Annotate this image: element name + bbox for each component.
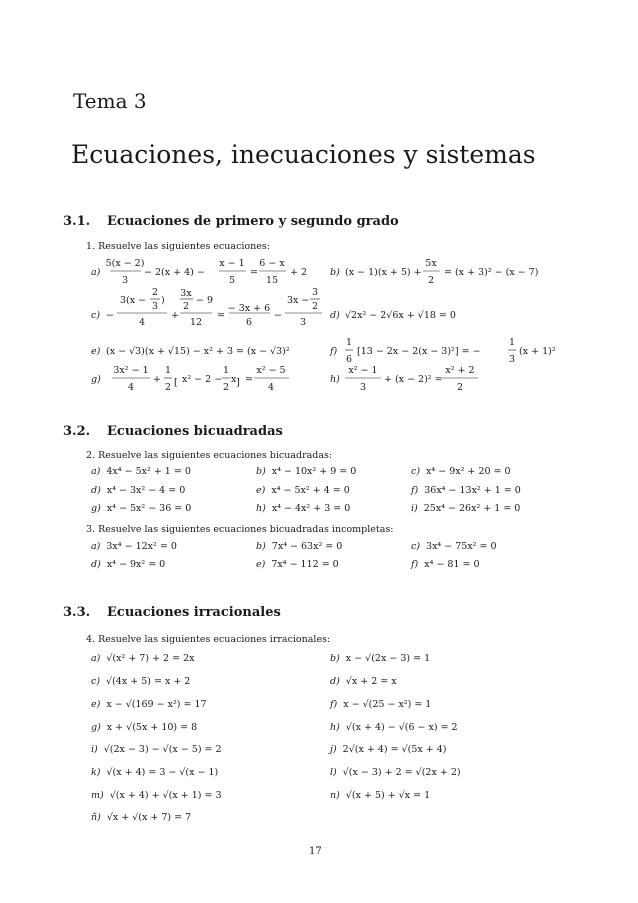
numerator: x² − 1 [348,365,378,376]
section-number: 3.3. [63,605,91,620]
label: a) [91,267,101,278]
expression: x − √(2x − 3) = 1 [345,653,431,664]
equation-2g [91,503,191,514]
denominator: 5 [228,275,236,286]
equation-4e [91,699,207,710]
numerator: x − 1 [219,258,245,269]
equation-4h [330,722,458,733]
label: d) [91,485,101,496]
equation-4d [330,676,397,687]
denominator: 2 [222,382,230,393]
numerator: 6 − x [259,258,285,269]
equals: = [245,374,253,385]
label: g) [91,503,101,514]
label: d) [330,676,340,687]
numerator: 1 [345,337,353,348]
numerator: 1 [222,365,230,376]
label: g) [91,722,101,733]
equation-2e [256,485,350,496]
expression: √2x² − 2√6x + √18 = 0 [345,310,456,321]
minus: − [106,310,114,321]
expression: 25x⁴ − 26x² + 1 = 0 [423,503,521,514]
section-title: Ecuaciones bicuadradas [107,424,283,439]
label: c) [91,310,101,321]
denominator: 2 [456,382,464,393]
expression: 7x⁴ − 112 = 0 [271,559,339,570]
expression: x − √(169 − x²) = 17 [106,699,207,710]
expression: x⁴ − 5x² + 4 = 0 [271,485,350,496]
equation-4i [91,744,222,755]
expression: √(x + 4) + √(x + 1) = 3 [109,790,222,801]
equation-4a [91,653,195,664]
denominator: 15 [265,275,279,286]
equation-2h [256,503,350,514]
section-title: Ecuaciones de primero y segundo grado [107,214,399,229]
label: a) [91,466,101,477]
denominator: 6 [345,354,353,365]
equation-4f [330,699,431,710]
middle: x² − 2 − [182,374,223,385]
numerator: − 3x + 6 [227,303,271,314]
middle: + (x − 2)² = [384,374,443,385]
expression: √x + √(x + 7) = 7 [106,812,192,823]
denominator: 2 [164,382,172,393]
equation-4g [91,722,197,733]
label: b) [330,653,340,664]
prefix: (x − 1)(x + 5) + [345,267,422,278]
label: h) [256,503,266,514]
section-number: 3.1. [63,214,91,229]
tail: (x + 1)² [519,346,556,357]
equation-1g [91,365,289,393]
label: d) [330,310,340,321]
variable: x [231,374,237,385]
label: b) [256,541,266,552]
numerator-part: − 9 [196,295,214,306]
denominator: 4 [127,382,135,393]
page-number: 17 [309,846,322,857]
equation-1b [330,258,538,286]
label: j) [330,744,337,755]
label: f) [330,346,338,357]
exercise-3-intro: 3. Resuelve las siguientes ecuaciones bicuadradas incompletas: [86,524,394,535]
expression: x − √(25 − x²) = 1 [343,699,432,710]
equation-4n [330,790,430,801]
inner-numerator: 3 [311,287,319,298]
plus: + [153,374,161,385]
label: k) [91,767,101,778]
expression: √(4x + 5) = x + 2 [106,676,191,687]
inner-numerator: 3x [180,288,192,299]
label: c) [411,466,421,477]
label: b) [330,267,340,278]
expression: 36x⁴ − 13x² + 1 = 0 [424,485,521,496]
tail: = (x + 3)² − (x − 7) [444,267,539,278]
equation-4b [330,653,430,664]
numerator: 1 [164,365,172,376]
equation-4n-tilde [91,812,191,823]
chapter-label: Tema 3 [73,89,147,113]
expression: 4x⁴ − 5x² + 1 = 0 [106,466,191,477]
label: b) [256,466,266,477]
denominator: 3 [299,317,307,328]
middle-term: − 2(x + 4) − [144,267,205,278]
label: d) [91,559,101,570]
exercise-1-intro: 1. Resuelve las siguientes ecuaciones: [86,241,270,252]
expression: 2√(x + 4) = √(5x + 4) [342,744,447,755]
inner-denominator: 2 [311,301,319,312]
expression: √(2x − 3) − √(x − 5) = 2 [103,744,222,755]
numerator: 3x² − 1 [113,365,149,376]
equals: = [217,310,225,321]
equation-2a [91,466,191,477]
numerator: 1 [508,337,516,348]
denominator: 3 [121,275,129,286]
inner-denominator: 2 [182,301,190,312]
label: h) [330,722,340,733]
denominator: 4 [138,317,146,328]
label: n) [330,790,340,801]
equation-1c [91,287,322,328]
equation-2b [256,466,356,477]
inner-numerator: 2 [151,287,159,298]
right-bracket: ] [236,377,240,388]
expression: √(x + 5) + √x = 1 [345,790,431,801]
exercise-4-intro: 4. Resuelve las siguientes ecuaciones irracionales: [86,634,331,645]
label: c) [411,541,421,552]
label: e) [256,559,266,570]
numerator: x² − 5 [256,365,286,376]
paren: ) [161,295,165,306]
numerator: x² + 2 [445,365,475,376]
expression: 3x⁴ − 12x² = 0 [106,541,177,552]
equation-1e [91,346,290,357]
equation-3e [256,559,339,570]
equation-3c [411,541,497,552]
label: i) [411,503,418,514]
equation-1h [330,365,478,393]
denominator: 3 [508,354,516,365]
inner-denominator: 3 [151,301,159,312]
left-bracket: [ [174,377,178,388]
expression: 3x⁴ − 75x² = 0 [426,541,497,552]
expression: x⁴ − 3x² − 4 = 0 [106,485,186,496]
expression: √(x² + 7) + 2 = 2x [106,653,195,664]
denominator: 2 [427,275,435,286]
exercise-2-intro: 2. Resuelve las siguientes ecuaciones bicuadradas: [86,450,333,461]
numerator-part: 3x − [287,295,310,306]
denominator: 3 [359,382,367,393]
equation-2d [91,485,185,496]
expression: x⁴ − 5x² − 36 = 0 [106,503,192,514]
expression: x⁴ − 81 = 0 [424,559,480,570]
equation-2c [411,466,511,477]
denominator: 6 [245,317,253,328]
expression: x⁴ − 9x² + 20 = 0 [426,466,511,477]
label: e) [91,699,101,710]
label: e) [256,485,266,496]
numerator: 5(x − 2) [105,258,145,269]
label: a) [91,541,101,552]
equation-3b [256,541,342,552]
expression: √(x + 4) − √(6 − x) = 2 [345,722,458,733]
equation-3d [91,559,165,570]
tail: + 2 [290,267,308,278]
equation-4m [91,790,222,801]
equation-2i [411,503,520,514]
label: a) [91,653,101,664]
denominator: 12 [189,317,203,328]
label: c) [91,676,101,687]
expression: √(x − 3) + 2 = √(2x + 2) [342,767,461,778]
equation-1f [329,337,556,365]
minus: − [274,310,282,321]
label: g) [91,374,101,385]
expression: (x − √3)(x + √15) − x² + 3 = (x − √3)² [106,346,290,357]
denominator: 4 [267,382,275,393]
equation-4j [330,744,446,755]
section-number: 3.2. [63,424,91,439]
equation-1d [330,310,456,321]
equation-1a [91,258,307,286]
equation-3a [91,541,177,552]
expression: x⁴ − 4x² + 3 = 0 [271,503,351,514]
numerator: 5x [425,258,437,269]
section-heading-3-2 [63,424,283,439]
label: f) [411,485,419,496]
equals: = [250,267,258,278]
plus: + [171,310,179,321]
expression: 7x⁴ − 63x² = 0 [271,541,343,552]
label: ñ) [91,812,101,823]
label: m) [91,790,104,801]
label: i) [91,744,98,755]
equation-2f [411,485,521,496]
section-title: Ecuaciones irracionales [107,605,281,620]
equation-4l [330,767,461,778]
label: f) [411,559,419,570]
expression: x⁴ − 9x² = 0 [106,559,166,570]
equation-4c [91,676,190,687]
middle: [13 − 2x − 2(x − 3)²] = − [357,346,481,357]
chapter-title: Ecuaciones, inecuaciones y sistemas [71,140,536,169]
numerator-part: 3(x − [120,295,147,306]
section-heading-3-3 [63,605,281,620]
expression: x⁴ − 10x² + 9 = 0 [271,466,357,477]
label: h) [330,374,340,385]
expression: √x + 2 = x [345,676,397,687]
label: l) [330,767,337,778]
equation-4k [91,767,218,778]
expression: x + √(5x + 10) = 8 [106,722,198,733]
label: e) [91,346,101,357]
equation-3f [411,559,480,570]
expression: √(x + 4) = 3 − √(x − 1) [106,767,219,778]
label: f) [330,699,338,710]
